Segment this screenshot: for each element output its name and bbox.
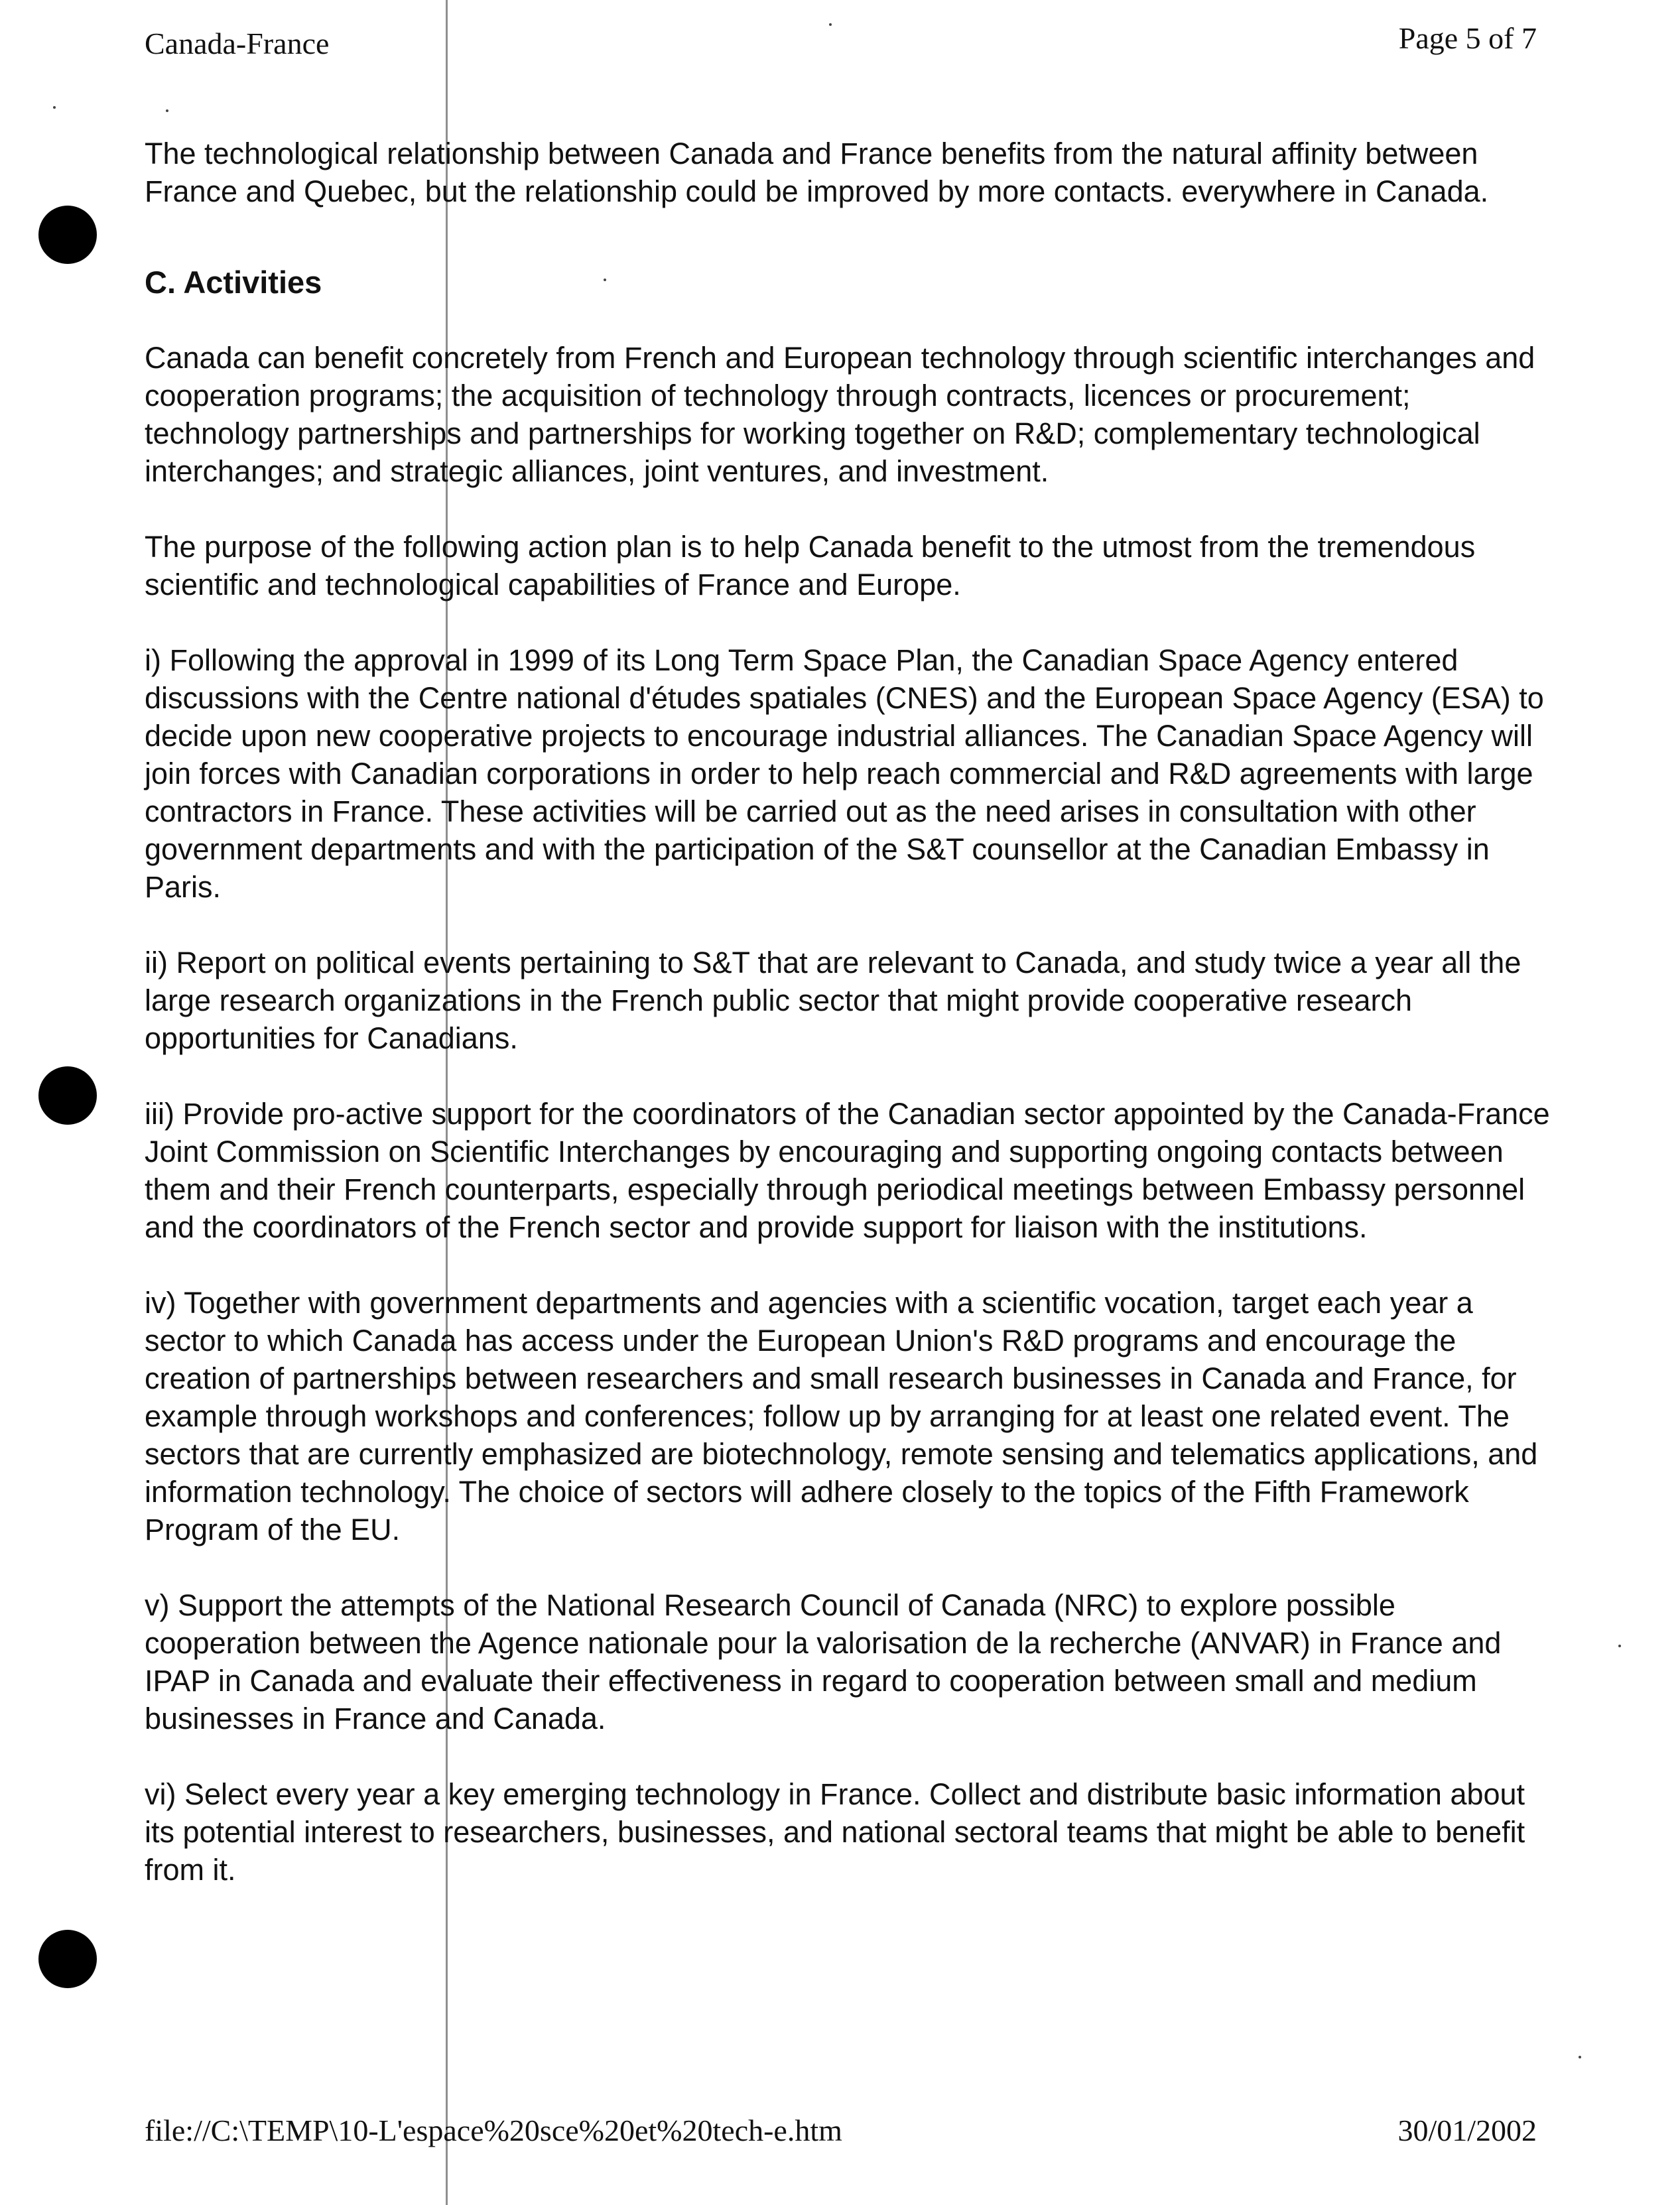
footer-date: 30/01/2002 <box>1397 2113 1537 2147</box>
list-item-iv: iv) Together with government departments and agencies with a scientific vocation, target each year a sector to which Canada has access under the European Union's R&D programs and encourage the creation of partnerships between researchers and small research businesses in Canada and France, for example through workshops and conferences; follow up by arranging for at least one related event. The sectors that are currently emphasized are biotechnology, remote sensing and telematics applications, and information technology. The choice of sectors will adhere closely to the topics of the Fifth Framework Program of the EU. <box>145 1286 1538 1546</box>
list-item-vi: vi) Select every year a key emerging technology in France. Collect and distribute basic information about its potential interest to researchers, businesses, and national sectoral teams that might be able to benefit from it. <box>145 1777 1525 1887</box>
list-item-ii: ii) Report on political events pertaining to S&T that are relevant to Canada, and study twice a year all the large research organizations in the French public sector that might provide cooperative research opportunities for Canadians. <box>145 946 1521 1055</box>
punch-hole-middle <box>38 1066 97 1125</box>
document-body <box>145 135 1551 1926</box>
body-paragraph: The purpose of the following action plan is to help Canada benefit to the utmost from the tremendous scientific and technological capabilities of France and Europe. <box>145 530 1476 601</box>
punch-hole-top <box>38 206 97 264</box>
scan-speck <box>1618 1645 1621 1647</box>
scan-speck <box>166 109 168 112</box>
section-heading: C. Activities <box>145 265 322 300</box>
list-item-iii: iii) Provide pro-active support for the coordinators of the Canadian sector appointed by the Canada-France Joint Commission on Scientific Interchanges by encouraging and supporting ongoing contacts between them and their French counterparts, especially through periodical meetings between Embassy personnel and the coordinators of the French sector and provide support for liaison with the institutions. <box>145 1097 1550 1244</box>
intro-paragraph: The technological relationship between Canada and France benefits from the natural affinity between France and Quebec, but the relationship could be improved by more contacts. everywhere in Canada. <box>145 137 1489 208</box>
scan-speck <box>829 23 832 26</box>
scan-speck <box>53 106 56 109</box>
body-paragraph: Canada can benefit concretely from French and European technology through scientific interchanges and cooperation programs; the acquisition of technology through contracts, licences or procurement; technology partnerships and partnerships for working together on R&D; complementary technological interchanges; and strategic alliances, joint ventures, and investment. <box>145 341 1535 488</box>
header-title: Canada-France <box>145 27 330 60</box>
punch-hole-bottom <box>38 1930 97 1988</box>
page-number: Page 5 of 7 <box>1398 21 1537 55</box>
list-item-i: i) Following the approval in 1999 of its Long Term Space Plan, the Canadian Space Agency entered discussions with the Centre national d'études spatiales (CNES) and the European Space Agency (ESA) to decide upon new cooperative projects to encourage industrial alliances. The Canadian Space Agency will join forces with Canadian corporations in order to help reach commercial and R&D agreements with large contractors in France. These activities will be carried out as the need arises in consultation with other government departments and with the participation of the S&T counsellor at the Canadian Embassy in Paris. <box>145 643 1544 904</box>
scan-speck <box>1579 2056 1581 2058</box>
footer-file-path: file://C:\TEMP\10-L'espace%20sce%20et%20tech-e.htm <box>145 2113 842 2147</box>
list-item-v: v) Support the attempts of the National Research Council of Canada (NRC) to explore possible cooperation between the Agence nationale pour la valorisation de la recherche (ANVAR) in France and IPAP in Canada and evaluate their effectiveness in regard to cooperation between small and medium businesses in France and Canada. <box>145 1588 1502 1735</box>
